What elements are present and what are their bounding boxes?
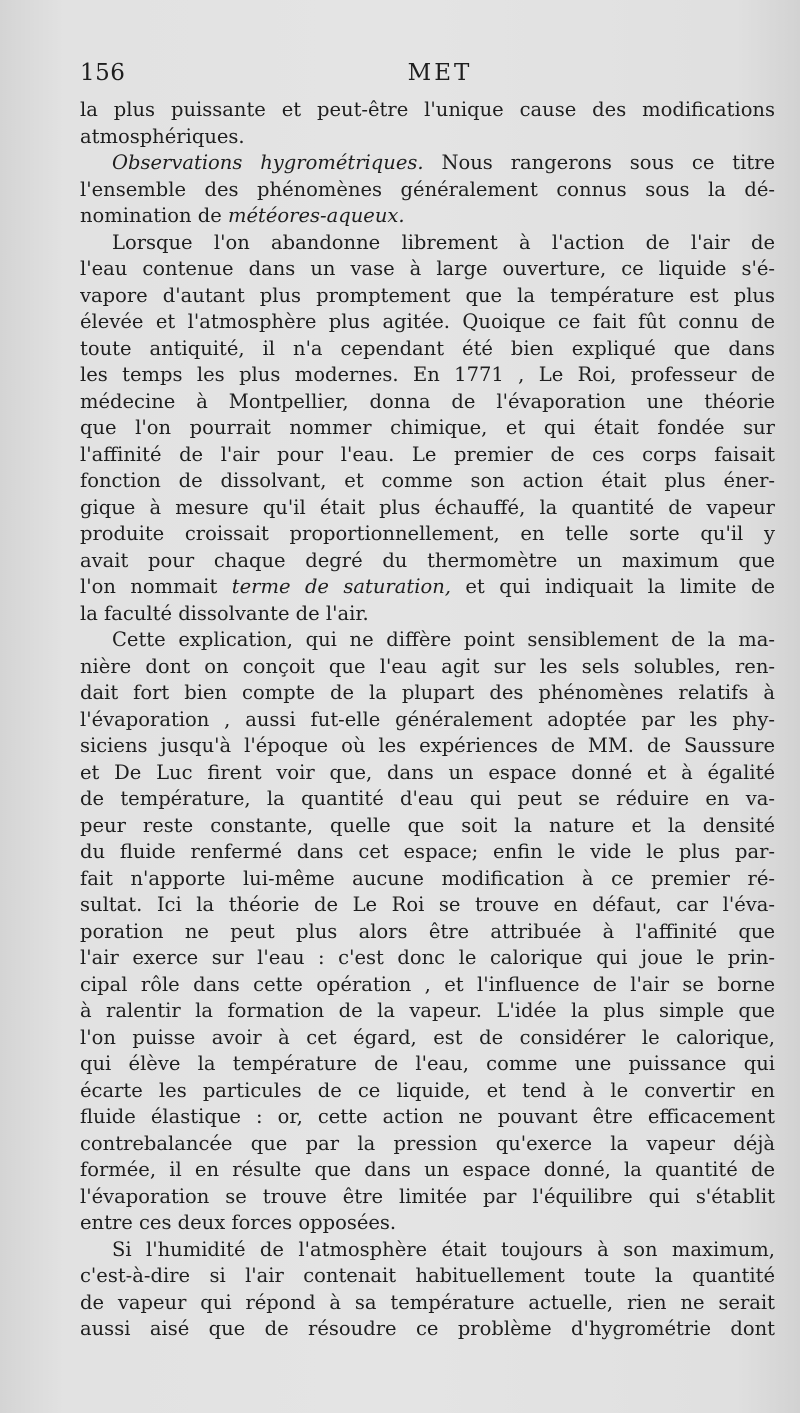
text-line: [80, 177, 775, 204]
text-segment: avait pour chaque degré du thermomètre un maximum que: [80, 548, 775, 572]
paragraph: [80, 230, 775, 628]
italic-text: météores-aqueux.: [228, 204, 405, 227]
text-line: [80, 786, 775, 813]
text-segment: l'affinité de l'air pour l'eau. Le premier de ces corps faisait: [80, 442, 775, 466]
text-segment: les temps les plus modernes. En 1771 , Le Roi, professeur de: [80, 363, 775, 386]
text-segment: à ralentir la formation de la vapeur. L'idée la plus simple que: [80, 999, 775, 1022]
text-line: [80, 1316, 775, 1343]
text-line: [80, 283, 775, 310]
text-segment: poration ne peut plus alors être attribuée à l'affinité que: [80, 919, 775, 943]
text-segment: entre ces deux forces opposées.: [80, 1211, 397, 1234]
text-segment: peur reste constante, quelle que soit la nature et la densité: [80, 813, 775, 837]
text-line: [80, 1184, 775, 1211]
text-segment: l'on puisse avoir à cet égard, est de considérer le calorique,: [80, 1025, 775, 1049]
text-line: [80, 733, 775, 760]
text-segment: l'évaporation , aussi fut-elle généralement adoptée par les phy-: [80, 707, 775, 731]
text-line: [80, 521, 775, 548]
text-segment: atmosphériques.: [80, 124, 245, 148]
text-segment: l'ensemble des phénomènes généralement connus sous la dé-: [80, 177, 775, 201]
text-segment: élevée et l'atmosphère plus agitée. Quoique ce fait fût connu de: [80, 310, 775, 333]
text-line: [80, 362, 775, 389]
text-line: [80, 548, 775, 575]
text-segment: la plus puissante et peut-être l'unique cause des modifications: [80, 98, 775, 121]
text-line: [80, 256, 775, 283]
text-line: [80, 680, 775, 707]
text-segment: fonction de dissolvant, et comme son action était plus éner-: [80, 469, 775, 492]
text-line: [80, 389, 775, 416]
text-segment: Cette explication, qui ne diffère point sensiblement de la ma-: [112, 628, 775, 651]
text-line: [80, 945, 775, 972]
text-line: [80, 813, 775, 840]
text-segment: que l'on pourrait nommer chimique, et qui était fondée sur: [80, 416, 775, 439]
body-text: [80, 97, 775, 1343]
text-segment: qui élève la température de l'eau, comme une puissance qui: [80, 1052, 775, 1075]
text-line: [80, 97, 775, 124]
text-segment: nière dont on conçoit que l'eau agit sur les sels solubles, ren-: [80, 654, 775, 678]
text-segment: et De Luc firent voir que, dans un espace donné et à égalité: [80, 760, 775, 784]
text-line: [80, 1263, 775, 1290]
text-line: [80, 203, 775, 230]
text-segment: de vapeur qui répond à sa température actuelle, rien ne serait: [80, 1290, 775, 1314]
text-segment: c'est-à-dire si l'air contenait habituellement toute la quantité: [80, 1264, 775, 1287]
text-line: [80, 336, 775, 363]
text-line: [80, 839, 775, 866]
text-line: [80, 442, 775, 469]
text-segment: formée, il en résulte que dans un espace donné, la quantité de: [80, 1158, 775, 1181]
text-line: [80, 124, 775, 151]
text-segment: vapore d'autant plus promptement que la température est plus: [80, 283, 775, 307]
text-line: [80, 760, 775, 787]
text-line: [80, 892, 775, 919]
text-segment: siciens jusqu'à l'époque où les expériences de MM. de Saussure: [80, 734, 775, 757]
text-line: [80, 1157, 775, 1184]
paragraph: [80, 1237, 775, 1343]
text-segment: dait fort bien compte de la plupart des phénomènes relatifs à: [80, 681, 775, 704]
text-segment: Nous rangerons sous ce titre: [423, 151, 775, 174]
text-line: [80, 866, 775, 893]
text-segment: fluide élastique : or, cette action ne pouvant être efficacement: [80, 1105, 775, 1128]
text-segment: l'évaporation se trouve être limitée par l'équilibre qui s'établit: [80, 1184, 775, 1208]
paragraph: [80, 150, 775, 230]
text-segment: fait n'apporte lui-même aucune modification à ce premier ré-: [80, 866, 775, 890]
text-segment: Si l'humidité de l'atmosphère était toujours à son maximum,: [112, 1237, 775, 1261]
text-line: [80, 1237, 775, 1264]
text-segment: nomination de: [80, 204, 229, 227]
text-segment: du fluide renfermé dans cet espace; enfin le vide le plus par-: [80, 840, 775, 863]
text-segment: produite croissait proportionnellement, en telle sorte qu'il y: [80, 522, 775, 545]
text-segment: gique à mesure qu'il était plus échauffé, la quantité de vapeur: [80, 495, 775, 519]
text-segment: la faculté dissolvante de l'air.: [80, 601, 369, 625]
text-line: [80, 468, 775, 495]
text-line: [80, 627, 775, 654]
text-line: [80, 1025, 775, 1052]
text-line: [80, 309, 775, 336]
text-line: [80, 150, 775, 177]
running-head: MET: [407, 60, 473, 86]
text-line: [80, 415, 775, 442]
text-segment: et qui indiquait la limite de: [450, 575, 775, 598]
text-line: [80, 707, 775, 734]
text-line: [80, 1078, 775, 1105]
page-header: [80, 60, 775, 100]
text-line: [80, 1131, 775, 1158]
text-line: [80, 919, 775, 946]
text-segment: cipal rôle dans cette opération , et l'influence de l'air se borne: [80, 972, 775, 996]
paragraph: [80, 627, 775, 1237]
text-segment: toute antiquité, il n'a cependant été bien expliqué que dans: [80, 336, 775, 360]
page-number: 156: [80, 60, 126, 86]
text-segment: Lorsque l'on abandonne librement à l'action de l'air de: [112, 230, 775, 254]
text-line: [80, 1290, 775, 1317]
text-segment: l'eau contenue dans un vase à large ouverture, ce liquide s'é-: [80, 257, 775, 280]
text-segment: sultat. Ici la théorie de Le Roi se trouve en défaut, car l'éva-: [80, 893, 775, 916]
text-segment: aussi aisé que de résoudre ce problème d'hygrométrie dont: [80, 1317, 775, 1340]
text-line: [80, 1104, 775, 1131]
text-segment: contrebalancée que par la pression qu'exerce la vapeur déjà: [80, 1131, 775, 1155]
text-segment: l'air exerce sur l'eau : c'est donc le calorique qui joue le prin-: [80, 946, 775, 969]
italic-text: terme de saturation,: [231, 575, 451, 598]
italic-text: Observations hygrométriques.: [112, 151, 424, 174]
text-line: [80, 574, 775, 601]
text-line: [80, 1210, 775, 1237]
text-segment: l'on nommait: [80, 575, 232, 598]
text-segment: écarte les particules de ce liquide, et tend à le convertir en: [80, 1078, 775, 1102]
text-line: [80, 654, 775, 681]
text-line: [80, 972, 775, 999]
paragraph: [80, 97, 775, 150]
text-line: [80, 998, 775, 1025]
text-line: [80, 1051, 775, 1078]
text-line: [80, 230, 775, 257]
text-segment: médecine à Montpellier, donna de l'évaporation une théorie: [80, 389, 775, 413]
text-segment: de température, la quantité d'eau qui peut se réduire en va-: [80, 787, 775, 810]
text-line: [80, 495, 775, 522]
text-line: [80, 601, 775, 628]
